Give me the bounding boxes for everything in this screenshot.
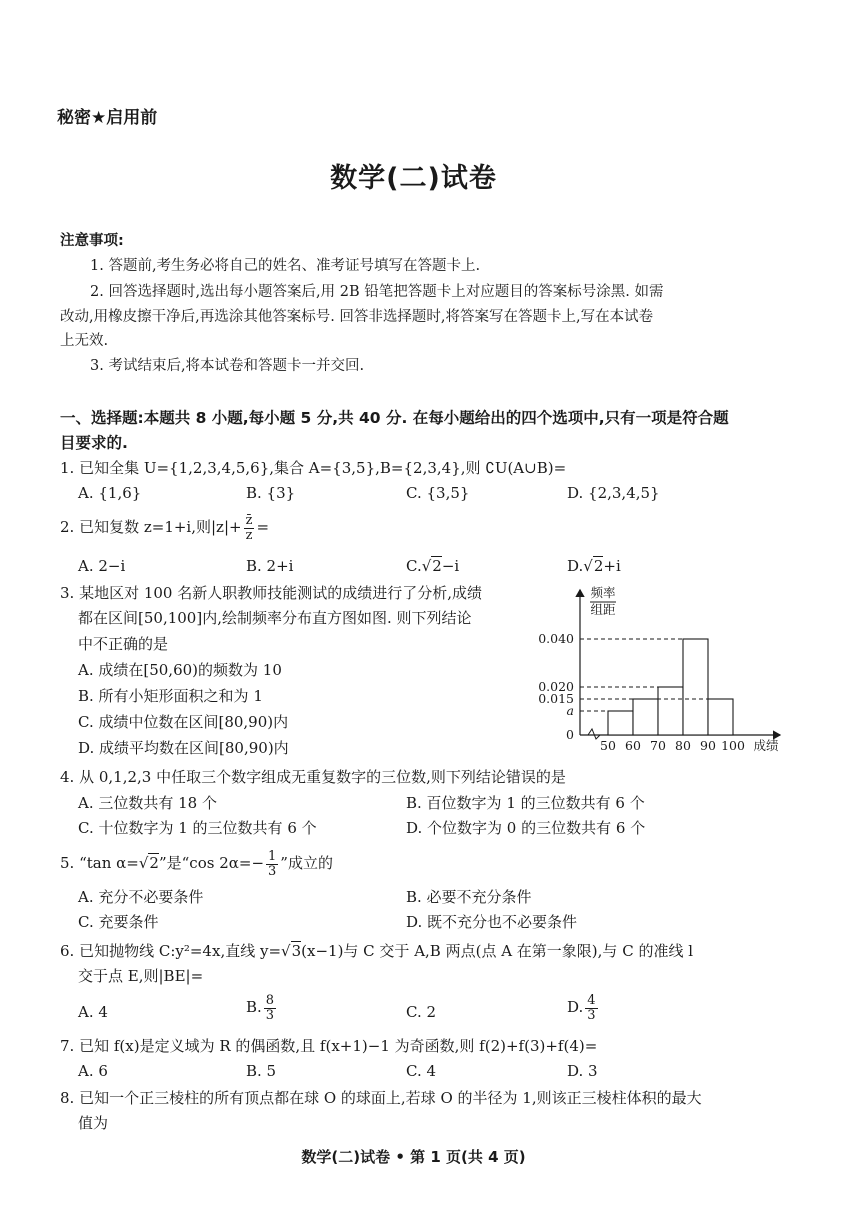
- q4-option-d: D. 个位数字为 0 的三位数共有 6 个: [406, 819, 646, 837]
- x-tick-label: 80: [675, 738, 691, 753]
- notice-item-2-line-3: 上无效.: [60, 333, 109, 349]
- q1-option-c: C. {3,5}: [406, 484, 470, 502]
- q2-stem: [60, 514, 269, 542]
- q3-line-3: 中不正确的是: [78, 635, 169, 653]
- q5-stem-root: 2: [149, 854, 159, 873]
- q6-line-1-start: 6. 已知抛物线 C:y²=4x,直线 y=: [60, 942, 282, 960]
- notice-heading: 注意事项:: [60, 233, 124, 249]
- q2-option-d-root: 2: [593, 557, 604, 575]
- page-footer: 数学(二)试卷 • 第 1 页(共 4 页): [301, 1148, 526, 1166]
- q2-option-d-rest: +i: [603, 557, 621, 575]
- q2-option-c-root: 2: [432, 557, 442, 575]
- histogram-bar: [633, 699, 658, 735]
- q6-line-1-end: (x−1)与 C 交于 A,B 两点(点 A 在第一象限),与 C 的准线 l: [301, 942, 694, 960]
- notice-item-2-line-1: 2. 回答选择题时,选出每小题答案后,用 2B 铅笔把答题卡上对应题目的答案标号涂黑. 如需: [90, 284, 664, 300]
- q1-option-b: B. {3}: [246, 484, 296, 502]
- q7-option-b: B. 5: [246, 1062, 277, 1080]
- q6-option-a: A. 4: [78, 1003, 108, 1021]
- q3-line-1: 3. 某地区对 100 名新人职教师技能测试的成绩进行了分析,成绩: [60, 584, 483, 602]
- q6-line-2: 交于点 E,则|BE|=: [78, 967, 204, 985]
- frequency-histogram: [530, 578, 790, 763]
- q7-option-d: D. 3: [567, 1062, 598, 1080]
- q6-option-d-label: D.: [567, 998, 584, 1017]
- q5-fraction-denominator: 3: [268, 863, 277, 879]
- q6-option-b: [246, 994, 278, 1022]
- y-tick-label: 0.040: [538, 631, 574, 646]
- histogram-bar: [708, 699, 733, 735]
- q8-line-1: 8. 已知一个正三棱柱的所有顶点都在球 O 的球面上,若球 O 的半径为 1,则该正三棱柱体积的最大: [60, 1089, 702, 1107]
- q2-fraction: [244, 514, 255, 542]
- q2-option-c-label: C.: [406, 557, 422, 575]
- q3-option-a: A. 成绩在[50,60)的频数为 10: [78, 661, 282, 679]
- y-tick-label: 0: [566, 727, 574, 742]
- q6-option-c: C. 2: [406, 1003, 437, 1021]
- section-heading-line-2: 目要求的.: [60, 434, 128, 452]
- q2-stem-text: 2. 已知复数 z=1+i,则|z|+: [60, 518, 242, 537]
- q1-stem: 1. 已知全集 U={1,2,3,4,5,6},集合 A={3,5},B={2,3,4},则 ∁U(A∪B)=: [60, 459, 567, 477]
- q6-option-b-label: B.: [246, 998, 262, 1017]
- q6-option-b-denominator: 3: [265, 1007, 275, 1023]
- q2-fraction-denominator: z: [245, 527, 253, 543]
- notice-item-3: 3. 考试结束后,将本试卷和答题卡一并交回.: [90, 358, 365, 374]
- y-tick-label: a: [566, 703, 574, 718]
- q2-option-c-rest: −i: [441, 557, 460, 575]
- q7-option-c: C. 4: [406, 1062, 437, 1080]
- q5-option-c: C. 充要条件: [78, 913, 159, 931]
- q3-option-d: D. 成绩平均数在区间[80,90)内: [78, 739, 289, 757]
- secret-label: 秘密★启用前: [57, 108, 158, 128]
- q7-stem: 7. 已知 f(x)是定义域为 R 的偶函数,且 f(x+1)−1 为奇函数,则 f(2)+f(3)+f(4)=: [60, 1037, 598, 1055]
- q1-option-d: D. {2,3,4,5}: [567, 484, 660, 502]
- q2-option-b: B. 2+i: [246, 557, 294, 575]
- q5-stem-start: 5. “tan α=: [60, 854, 139, 873]
- x-tick-label: 100: [721, 738, 745, 753]
- q6-option-d-numerator: 4: [587, 993, 596, 1008]
- axis-break-mark: [588, 729, 600, 739]
- notice-item-1: 1. 答题前,考生务必将自己的姓名、准考证号填写在答题卡上.: [90, 258, 481, 274]
- page-title: 数学(二)试卷: [330, 163, 497, 194]
- q2-fraction-numerator: z̄: [245, 513, 253, 528]
- q8-line-2: 值为: [78, 1114, 109, 1132]
- q4-option-c: C. 十位数字为 1 的三位数共有 6 个: [78, 819, 317, 837]
- y-axis-label-bottom: 组距: [590, 602, 616, 617]
- q3-line-2: 都在区间[50,100]内,绘制频率分布直方图如图. 则下列结论: [78, 609, 472, 627]
- q6-option-b-fraction: [264, 994, 276, 1022]
- section-heading-line-1: 一、选择题:本题共 8 小题,每小题 5 分,共 40 分. 在每小题给出的四个选项中,只有一项是符合题: [60, 409, 729, 427]
- q5-fraction-numerator: 1: [268, 849, 277, 864]
- x-axis-label: 成绩: [753, 738, 779, 753]
- histogram-bar: [608, 711, 633, 735]
- q5-stem-mid: ”是“cos 2α=−: [158, 854, 265, 873]
- q5-option-b: B. 必要不充分条件: [406, 888, 532, 906]
- q7-option-a: A. 6: [78, 1062, 108, 1080]
- y-tick-label: 0.015: [538, 691, 574, 706]
- x-tick-label: 90: [700, 738, 716, 753]
- q5-fraction: [266, 850, 278, 878]
- q4-stem: 4. 从 0,1,2,3 中任取三个数字组成无重复数字的三位数,则下列结论错误的是: [60, 768, 566, 786]
- notice-item-2-line-2: 改动,用橡皮擦干净后,再选涂其他答案标号. 回答非选择题时,将答案写在答题卡上,写在本试卷: [60, 309, 654, 325]
- q3-option-b: B. 所有小矩形面积之和为 1: [78, 687, 263, 705]
- q6-option-d: [567, 994, 600, 1022]
- q4-option-a: A. 三位数共有 18 个: [78, 794, 217, 812]
- q5-option-d: D. 既不充分也不必要条件: [406, 913, 578, 931]
- q3-option-c: C. 成绩中位数在区间[80,90)内: [78, 713, 289, 731]
- q6-option-d-denominator: 3: [587, 1007, 596, 1023]
- q6-option-d-fraction: [585, 994, 597, 1022]
- q2-option-d: D.√2+i: [567, 557, 621, 575]
- q5-stem-end: ”成立的: [280, 854, 333, 873]
- q2-stem-end: =: [256, 518, 270, 537]
- q5-stem: 5. “tan α=√2”是“cos 2α=− $\frac{1}{3}$ ”成立的: [60, 849, 333, 879]
- q1-option-a: A. {1,6}: [78, 484, 142, 502]
- histogram-bar: [658, 687, 683, 735]
- q6-option-b-numerator: 8: [265, 993, 275, 1008]
- x-tick-label: 60: [625, 738, 641, 753]
- q2-option-c: C.√2−i: [406, 557, 460, 575]
- x-tick-label: 70: [650, 738, 666, 753]
- y-axis-label-top: 频率: [590, 585, 616, 600]
- q2-option-a: A. 2−i: [78, 557, 126, 575]
- q6-line-1: 6. 已知抛物线 C:y²=4x,直线 y=√3(x−1)与 C 交于 A,B 两点(点 A 在第一象限),与 C 的准线 l: [60, 942, 694, 960]
- q4-option-b: B. 百位数字为 1 的三位数共有 6 个: [406, 794, 645, 812]
- y-tick-label: 0.020: [538, 679, 574, 694]
- q2-option-d-label: D.: [567, 557, 584, 575]
- x-tick-label: 50: [600, 738, 616, 753]
- q6-line-1-root: 3: [291, 942, 302, 960]
- histogram-bar: [683, 639, 708, 735]
- q5-option-a: A. 充分不必要条件: [78, 888, 204, 906]
